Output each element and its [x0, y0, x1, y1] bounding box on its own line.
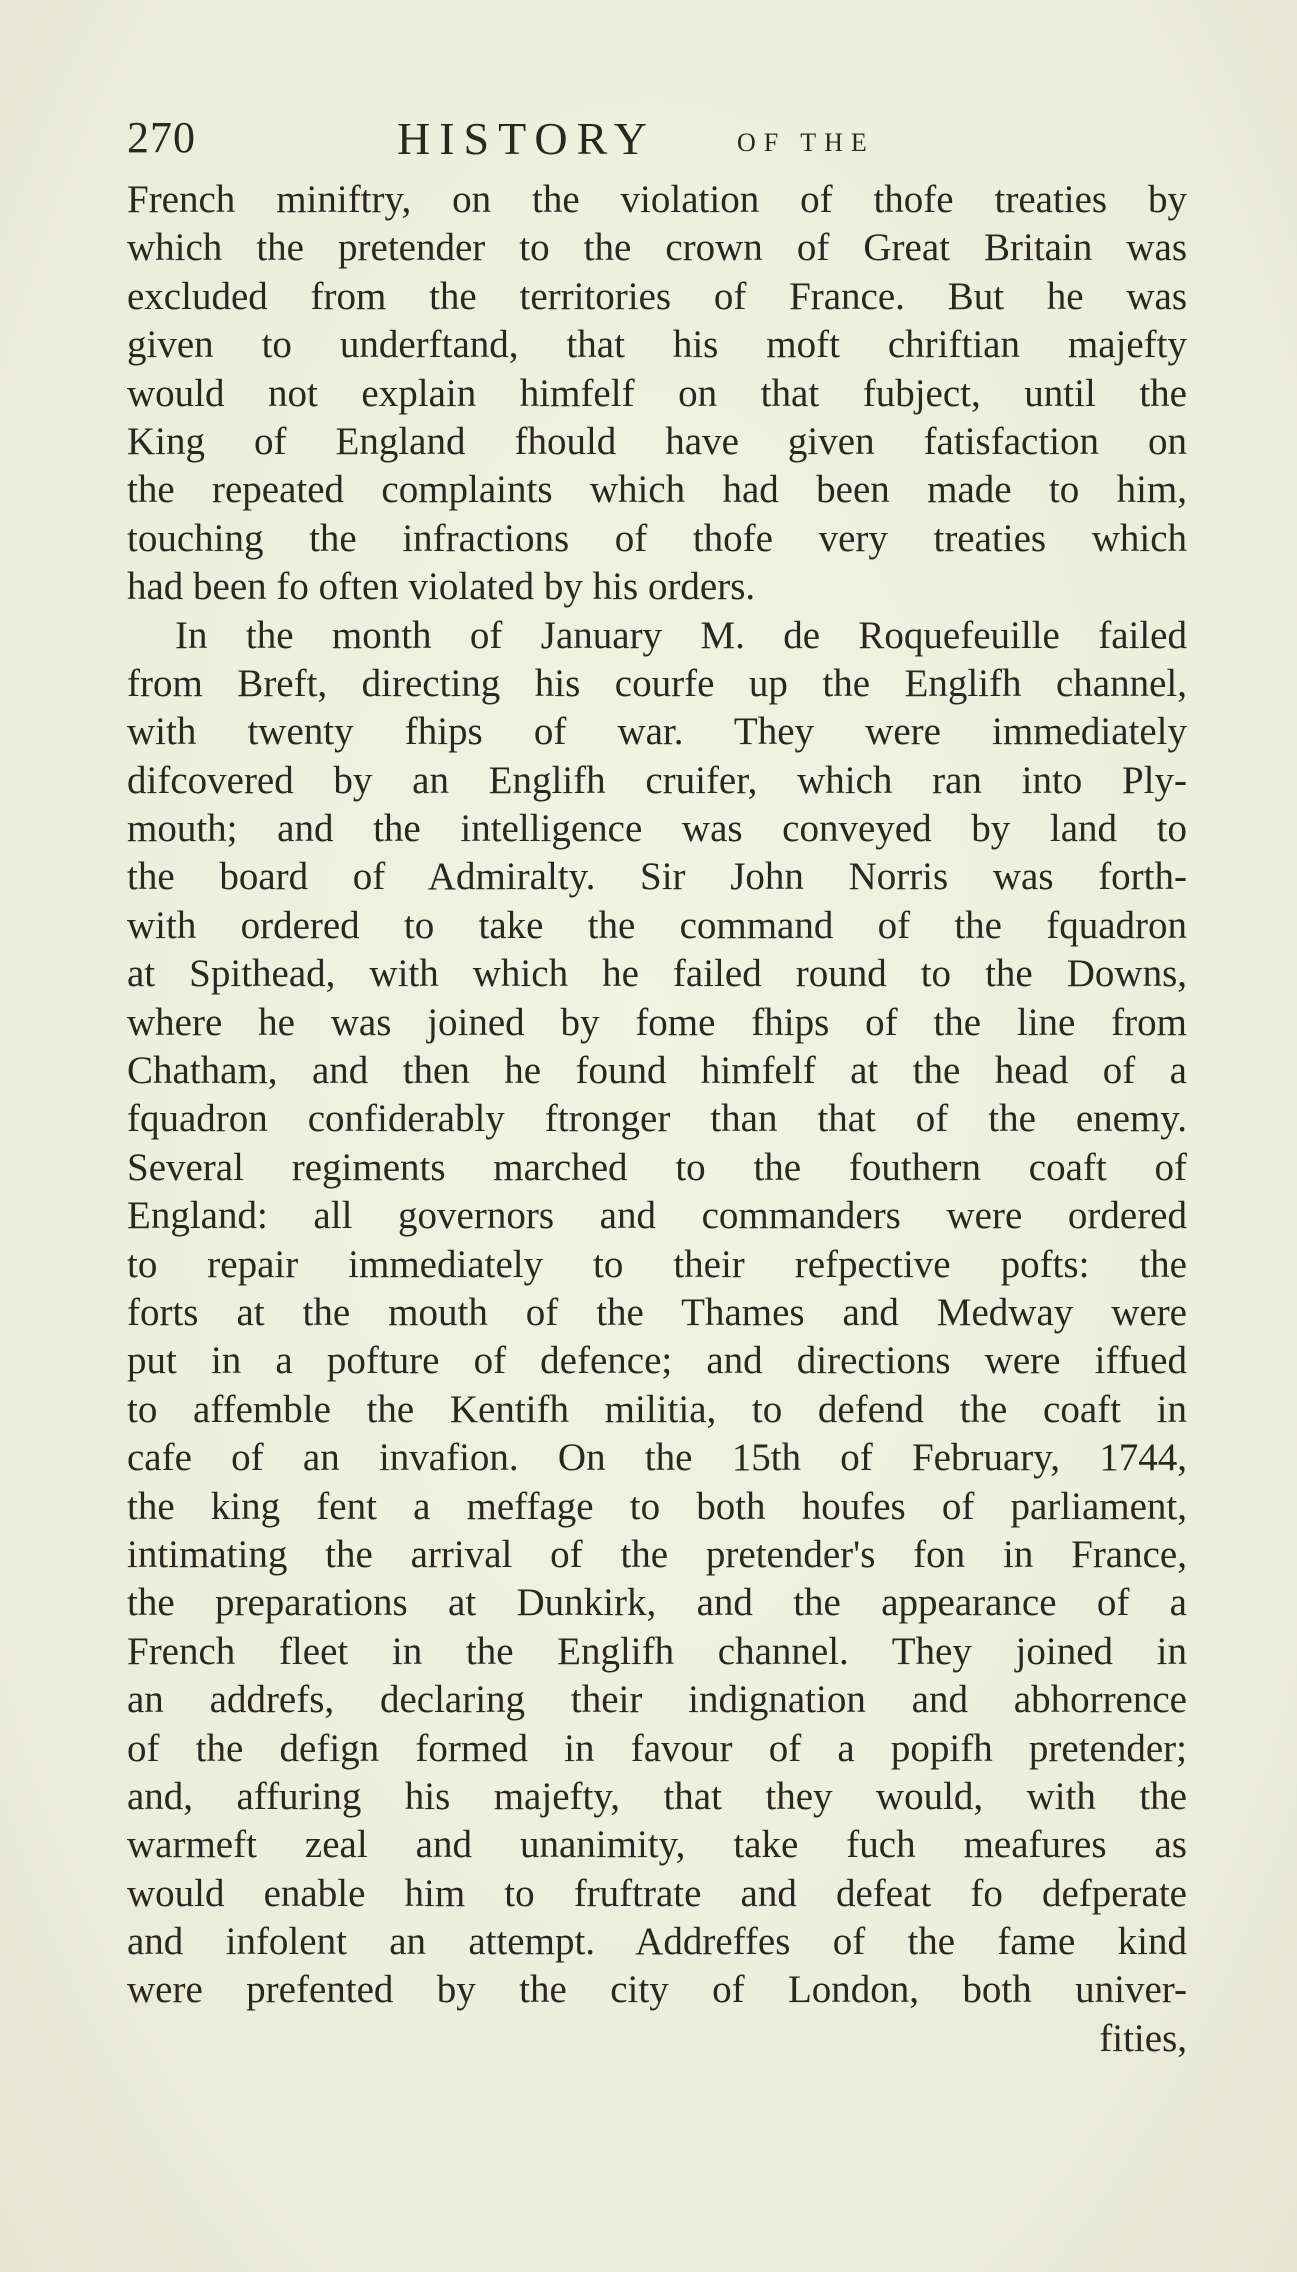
- text-line: an addrefs, declaring their indignation and abhorrence: [127, 1678, 1187, 1722]
- text-line: Several regiments marched to the fouthern coaft of: [127, 1145, 1187, 1189]
- text-line: where he was joined by fome fhips of the line from: [127, 1000, 1187, 1044]
- text-line: the repeated complaints which had been made to him,: [127, 468, 1187, 512]
- text-line: had been fo often violated by his orders.: [127, 565, 756, 609]
- text-line: mouth; and the intelligence was conveyed by land to: [127, 807, 1187, 851]
- text-line: cafe of an invafion. On the 15th of February, 1744,: [127, 1436, 1187, 1480]
- text-line: to repair immediately to their refpective pofts: the: [127, 1242, 1187, 1286]
- text-line: would enable him to fruftrate and defeat fo defperate: [127, 1871, 1187, 1915]
- text-line: and infolent an attempt. Addreffes of the fame kind: [127, 1920, 1187, 1964]
- text-line: with ordered to take the command of the fquadron: [127, 903, 1187, 947]
- text-line: given to underftand, that his moft chriftian majefty: [127, 323, 1187, 367]
- running-head: [127, 112, 1187, 172]
- text-line: excluded from the territories of France. But he was: [127, 274, 1187, 318]
- catchword: fities,: [1099, 2016, 1187, 2060]
- text-line: would not explain himfelf on that fubject, until the: [127, 371, 1187, 415]
- text-line: the board of Admiralty. Sir John Norris was forth-: [127, 855, 1187, 899]
- text-line: with twenty fhips of war. They were immediately: [127, 710, 1187, 754]
- text-line: the preparations at Dunkirk, and the appearance of a: [127, 1581, 1187, 1625]
- text-line: at Spithead, with which he failed round to the Downs,: [127, 952, 1187, 996]
- text-line: warmeft zeal and unanimity, take fuch meafures as: [127, 1823, 1187, 1867]
- text-line: put in a pofture of defence; and directions were iffued: [127, 1339, 1187, 1383]
- page-number: 270: [127, 113, 196, 162]
- text-line: forts at the mouth of the Thames and Medway were: [127, 1290, 1187, 1334]
- text-line: and, affuring his majefty, that they would, with the: [127, 1774, 1187, 1818]
- running-title: HISTORY: [397, 113, 656, 164]
- text-line: England: all governors and commanders were ordered: [127, 1194, 1187, 1238]
- text-line: from Breft, directing his courfe up the Englifh channel,: [127, 661, 1187, 705]
- text-line: which the pretender to the crown of Great Britain was: [127, 226, 1187, 270]
- text-line: French miniftry, on the violation of thofe treaties by: [127, 178, 1187, 221]
- text-line: the king fent a meffage to both houfes of parliament,: [127, 1484, 1187, 1528]
- body-text: [127, 176, 1187, 2063]
- text-line: In the month of January M. de Roquefeuille failed: [175, 613, 1187, 657]
- text-line: fquadron confiderably ftronger than that of the enemy.: [127, 1097, 1187, 1141]
- text-line: to affemble the Kentifh militia, to defend the coaft in: [127, 1387, 1187, 1431]
- running-title-small: OF THE: [737, 128, 875, 157]
- text-line: of the defign formed in favour of a popifh pretender;: [127, 1726, 1187, 1770]
- text-line: King of England fhould have given fatisfaction on: [127, 419, 1187, 463]
- text-line: French fleet in the Englifh channel. They joined in: [127, 1629, 1187, 1673]
- text-line: difcovered by an Englifh cruifer, which ran into Ply-: [127, 758, 1187, 802]
- text-line: were prefented by the city of London, both univer-: [127, 1968, 1187, 2012]
- text-line: Chatham, and then he found himfelf at the head of a: [127, 1049, 1187, 1093]
- text-line: intimating the arrival of the pretender's fon in France,: [127, 1532, 1187, 1576]
- text-line: touching the infractions of thofe very treaties which: [127, 516, 1187, 560]
